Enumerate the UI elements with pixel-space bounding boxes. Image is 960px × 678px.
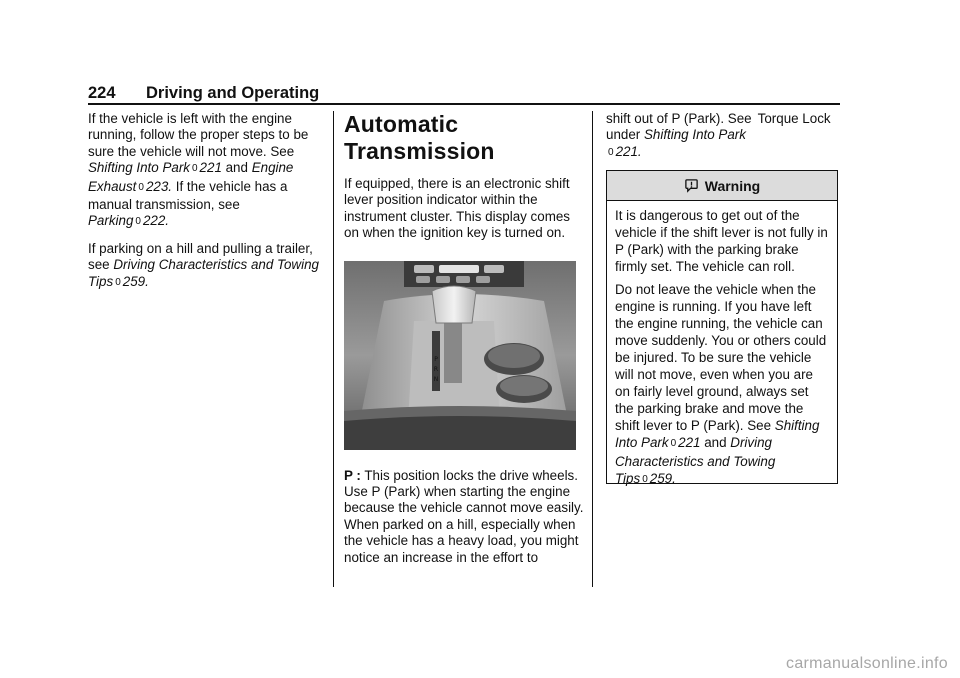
paragraph-park	[344, 468, 584, 566]
column-1	[88, 111, 324, 301]
text: and	[221, 160, 252, 176]
page-ref[interactable]: 222.	[142, 213, 170, 229]
page-ref[interactable]: 221	[678, 435, 701, 450]
text: If parking on a hill and pulling a trailer, see	[88, 240, 313, 273]
watermark: carmanualsonline.info	[786, 655, 948, 672]
link-shifting-into-park[interactable]: Shifting Into Park	[643, 127, 746, 143]
page-reference-arrow-icon: 0	[608, 146, 614, 158]
warning-paragraph-2	[615, 281, 829, 489]
text: and	[700, 435, 731, 450]
paragraph-continued	[606, 111, 842, 162]
page-reference-arrow-icon: 0	[642, 474, 648, 485]
column-divider-2	[592, 111, 593, 587]
link-shifting-into-park[interactable]: Shifting Into Park	[88, 160, 190, 176]
label-p: P :	[344, 467, 361, 483]
warning-header	[607, 171, 837, 201]
page-reference-arrow-icon: 0	[138, 181, 144, 193]
warning-icon	[684, 178, 699, 193]
paragraph-trailer	[88, 241, 324, 292]
page-reference-arrow-icon: 0	[135, 216, 141, 228]
page-header	[88, 84, 840, 104]
text: shift out of P (Park). See	[606, 111, 752, 126]
page-reference-arrow-icon: 0	[191, 163, 198, 175]
text: Do not leave the vehicle when the engine is running. If you have left the engine running, the vehicle can move suddenly. You or others could be injured. To be sure the vehicle will not move, even when you are on fairly level ground, always set the parking brake and move the shift lever to P (Park). See	[615, 282, 827, 433]
page-ref[interactable]: 223.	[145, 178, 173, 194]
term-torque-lock: Torque Lock	[757, 111, 831, 126]
warning-box	[606, 170, 838, 484]
header-rule	[88, 103, 840, 105]
svg-text:R: R	[433, 365, 439, 373]
page-ref[interactable]: 259.	[649, 471, 676, 486]
link-parking[interactable]: Parking	[88, 213, 134, 229]
warning-heading: Warning	[704, 177, 761, 194]
page-reference-arrow-icon: 0	[115, 276, 121, 288]
link-engine-exhaust[interactable]: Engine Exhaust	[88, 160, 294, 194]
link-driving-characteristics[interactable]: Driving Characteristics and Towing Tips	[88, 257, 319, 289]
page-ref[interactable]: 221.	[615, 143, 642, 159]
column-3	[606, 111, 842, 171]
svg-text:N: N	[433, 375, 439, 383]
link-shifting-into-park[interactable]: Shifting Into Park	[615, 418, 820, 450]
shift-lever-photo	[344, 261, 576, 450]
column-2	[344, 111, 584, 575]
page-ref[interactable]: 259.	[122, 273, 149, 289]
text: If the vehicle has a manual transmission, see	[88, 178, 288, 213]
column-divider-1	[333, 111, 334, 587]
section-title: Driving and Operating	[146, 84, 320, 102]
warning-body	[607, 201, 837, 489]
page-reference-arrow-icon: 0	[670, 438, 677, 449]
text: If the vehicle is left with the engine running, follow the proper steps to be sure the vehicle will not move. See	[88, 111, 309, 159]
svg-text:P: P	[434, 355, 438, 363]
paragraph-intro: If equipped, there is an electronic shift lever position indicator within the instrument cluster. This display comes on when the ignition key is turned on.	[344, 176, 570, 241]
article-title: Automatic Transmission	[344, 111, 495, 164]
page-number: 224	[88, 84, 116, 102]
paragraph-engine-running	[88, 111, 324, 232]
link-driving-characteristics[interactable]: Driving Characteristics and Towing Tips	[615, 435, 776, 486]
text: This position locks the drive wheels. Use P (Park) when starting the engine because the vehicle cannot move easily. When parked on a hill, especially when the vehicle has a heavy load, you might notice an increase in the effort to	[344, 467, 584, 565]
page-ref[interactable]: 221	[199, 160, 222, 176]
warning-paragraph-1: It is dangerous to get out of the vehicle if the shift lever is not fully in P (Park) with the parking brake firmly set. The vehicle can roll.	[615, 208, 828, 274]
text: under	[606, 127, 644, 143]
